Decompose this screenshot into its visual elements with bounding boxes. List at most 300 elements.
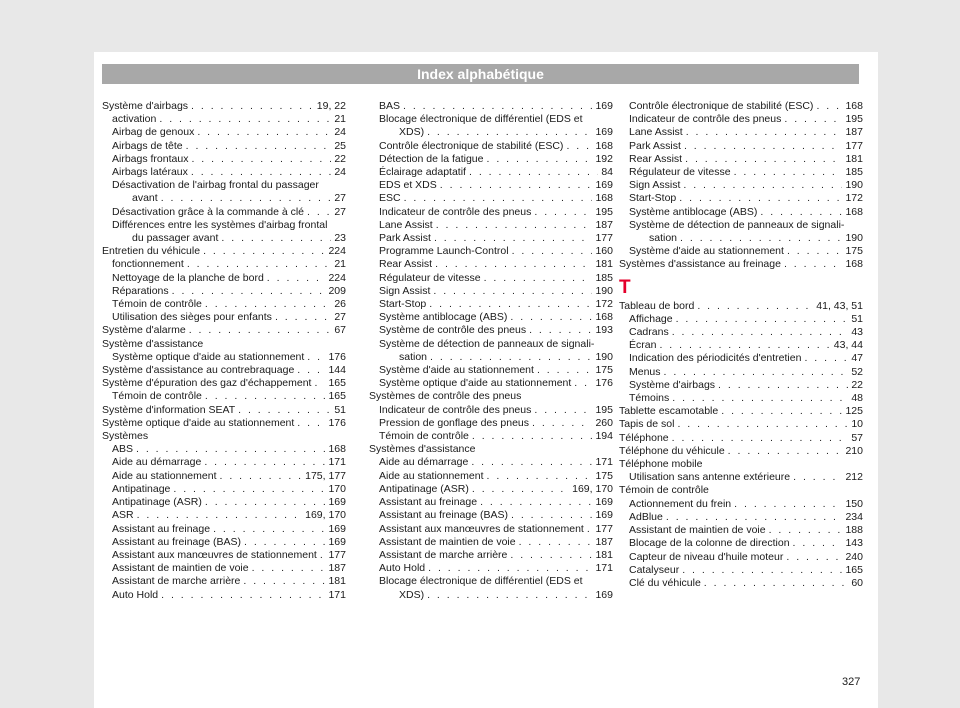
entry-text: ABS bbox=[112, 443, 134, 456]
index-entry bbox=[369, 483, 613, 496]
page-ref: 48 bbox=[851, 392, 863, 405]
entry-text: Système d'airbags bbox=[102, 100, 189, 112]
entry-text: Système d'aide au stationnement bbox=[629, 245, 784, 258]
dot-leader bbox=[529, 324, 592, 337]
dot-leader bbox=[672, 392, 848, 405]
index-entry bbox=[102, 219, 346, 245]
entry-text: Aide au stationnement bbox=[379, 469, 484, 482]
entry-text: Auto Hold bbox=[112, 588, 159, 601]
index-entry bbox=[102, 443, 346, 456]
index-entry bbox=[102, 351, 346, 364]
index-column-2 bbox=[369, 100, 613, 602]
dot-leader bbox=[664, 366, 849, 379]
entry-text: Assistant de maintien de voie bbox=[112, 562, 249, 575]
entry-text: Indicateur de contrôle des pneus bbox=[629, 113, 782, 126]
dot-leader bbox=[472, 483, 569, 496]
dot-leader bbox=[816, 100, 842, 113]
entry-text: Utilisation des sièges pour enfants bbox=[112, 311, 272, 324]
page-ref: 190 bbox=[595, 284, 613, 297]
index-entry bbox=[619, 245, 863, 258]
dot-leader bbox=[436, 219, 593, 232]
index-entry bbox=[102, 100, 346, 113]
index-entry bbox=[619, 339, 863, 352]
index-entry bbox=[369, 206, 613, 219]
dot-leader bbox=[734, 498, 842, 511]
page-ref: 177 bbox=[845, 139, 863, 152]
page-ref: 181 bbox=[328, 575, 346, 588]
entry-text: Réparations bbox=[112, 284, 169, 297]
page-ref: 21 bbox=[334, 258, 346, 271]
dot-leader bbox=[804, 352, 848, 365]
entry-text: Système d'information SEAT bbox=[102, 403, 236, 416]
entry-text-line2: du passager avant bbox=[132, 232, 219, 245]
dot-leader bbox=[173, 483, 325, 496]
entry-text: Assistant de maintien de voie bbox=[379, 535, 516, 548]
index-heading: Systèmes bbox=[102, 430, 149, 443]
entry-text: Rear Assist bbox=[379, 258, 433, 271]
page-ref: 171 bbox=[328, 456, 346, 469]
dot-leader bbox=[213, 523, 325, 536]
page-ref: 143 bbox=[845, 537, 863, 550]
index-entry bbox=[102, 404, 346, 417]
entry-text: Aide au démarrage bbox=[379, 456, 469, 469]
index-entry bbox=[369, 404, 613, 417]
page-ref: 169 bbox=[595, 588, 613, 601]
entry-text: Système antiblocage (ABS) bbox=[379, 311, 508, 324]
entry-text: Sign Assist bbox=[629, 179, 681, 192]
page-number: 327 bbox=[842, 676, 861, 688]
index-entry bbox=[369, 523, 613, 536]
page-ref: 41, 43, 51 bbox=[816, 299, 863, 312]
page-ref: 169 bbox=[328, 535, 346, 548]
entry-text: Assistant aux manœuvres de stationnement bbox=[112, 548, 317, 561]
entry-text: Lane Assist bbox=[379, 218, 433, 231]
dot-leader bbox=[684, 140, 843, 153]
page-ref: 24 bbox=[334, 126, 346, 139]
index-entry bbox=[369, 324, 613, 337]
entry-text: Park Assist bbox=[629, 139, 681, 152]
dot-leader bbox=[728, 445, 843, 458]
dot-leader bbox=[677, 418, 848, 431]
dot-leader bbox=[433, 285, 592, 298]
dot-leader bbox=[220, 470, 303, 483]
entry-continuation bbox=[379, 351, 613, 364]
index-entry bbox=[102, 575, 346, 588]
page-ref: 165 bbox=[328, 377, 346, 390]
page-ref: 43, 44 bbox=[833, 339, 863, 352]
page-ref: 190 bbox=[595, 350, 613, 363]
page-ref: 23 bbox=[334, 232, 346, 245]
entry-text: Désactivation grâce à la commande à clé bbox=[112, 205, 305, 218]
index-entry bbox=[369, 192, 613, 205]
page-ref: 19, 22 bbox=[316, 100, 346, 112]
index-entry bbox=[619, 100, 863, 113]
section-letter: T bbox=[619, 276, 631, 298]
page-ref: 47 bbox=[851, 352, 863, 365]
page-ref: 224 bbox=[328, 271, 346, 284]
entry-text-line2: XDS) bbox=[399, 588, 425, 601]
index-entry bbox=[619, 113, 863, 126]
page-ref: 22 bbox=[334, 152, 346, 165]
entry-text-line1: Système de détection de panneaux de signali- bbox=[629, 218, 845, 231]
index-entry bbox=[369, 364, 613, 377]
dot-leader bbox=[574, 377, 592, 390]
page-ref: 43 bbox=[851, 326, 863, 339]
page-ref: 67 bbox=[334, 324, 346, 337]
entry-text: Tableau de bord bbox=[619, 299, 695, 312]
page-ref: 193 bbox=[595, 324, 613, 337]
entry-text: Clé du véhicule bbox=[629, 576, 701, 589]
index-entry bbox=[369, 285, 613, 298]
index-entry bbox=[102, 272, 346, 285]
page-ref: 177 bbox=[328, 548, 346, 561]
index-entry bbox=[619, 471, 863, 484]
entry-text: Auto Hold bbox=[379, 562, 426, 575]
dot-leader bbox=[203, 245, 325, 258]
dot-leader bbox=[314, 377, 325, 390]
index-entry bbox=[619, 418, 863, 431]
dot-leader bbox=[537, 364, 593, 377]
entry-text: Capteur de niveau d'huile moteur bbox=[629, 550, 784, 563]
dot-leader bbox=[187, 258, 332, 271]
page-ref: 185 bbox=[595, 271, 613, 284]
dot-leader bbox=[427, 126, 592, 139]
dot-leader bbox=[307, 206, 331, 219]
page-ref: 165 bbox=[845, 563, 863, 576]
dot-leader bbox=[784, 258, 843, 271]
entry-text: Lane Assist bbox=[629, 126, 683, 139]
index-entry bbox=[619, 537, 863, 550]
page-ref: 187 bbox=[595, 535, 613, 548]
index-entry bbox=[102, 324, 346, 337]
index-entry bbox=[102, 456, 346, 469]
dot-leader bbox=[532, 417, 592, 430]
dot-leader bbox=[428, 562, 592, 575]
entry-text: Indication des périodicités d'entretien bbox=[629, 352, 802, 365]
entry-continuation bbox=[379, 126, 613, 139]
entry-continuation bbox=[629, 232, 863, 245]
dot-leader bbox=[511, 509, 592, 522]
page-ref: 187 bbox=[328, 562, 346, 575]
index-entry bbox=[102, 549, 346, 562]
page-ref: 209 bbox=[328, 284, 346, 297]
index-entry bbox=[369, 549, 613, 562]
index-entry bbox=[619, 179, 863, 192]
dot-leader bbox=[534, 206, 592, 219]
page-ref: 181 bbox=[595, 548, 613, 561]
entry-text: Indicateur de contrôle des pneus bbox=[379, 205, 532, 218]
index-entry bbox=[369, 430, 613, 443]
page-ref: 26 bbox=[334, 298, 346, 311]
index-entry bbox=[102, 417, 346, 430]
page-ref: 27 bbox=[334, 192, 346, 205]
index-heading: Systèmes de contrôle des pneus bbox=[369, 390, 522, 403]
index-entry bbox=[619, 524, 863, 537]
dot-leader bbox=[480, 496, 592, 509]
page-ref: 21 bbox=[334, 113, 346, 126]
index-entry bbox=[369, 272, 613, 285]
page-ref: 168 bbox=[845, 100, 863, 112]
entry-continuation bbox=[112, 232, 346, 245]
page-ref: 169, 170 bbox=[572, 482, 613, 495]
index-entry bbox=[369, 153, 613, 166]
dot-leader bbox=[680, 232, 842, 245]
dot-leader bbox=[471, 456, 592, 469]
dot-leader bbox=[721, 405, 842, 418]
index-entry bbox=[619, 219, 863, 245]
index-entry bbox=[619, 166, 863, 179]
index-entry bbox=[102, 311, 346, 324]
index-entry bbox=[102, 496, 346, 509]
dot-leader bbox=[205, 390, 326, 403]
page-ref: 169 bbox=[595, 509, 613, 522]
index-entry bbox=[369, 245, 613, 258]
page-ref: 260 bbox=[595, 416, 613, 429]
dot-leader bbox=[191, 100, 314, 113]
entry-text: Système d'airbags bbox=[629, 378, 716, 391]
entry-text: Cadrans bbox=[629, 326, 669, 339]
index-entry bbox=[369, 113, 613, 139]
dot-leader bbox=[682, 564, 842, 577]
entry-text: Témoin de contrôle bbox=[112, 390, 202, 403]
dot-leader bbox=[430, 351, 592, 364]
page-ref: 187 bbox=[845, 126, 863, 139]
index-entry bbox=[619, 313, 863, 326]
entry-text: Indicateur de contrôle des pneus bbox=[379, 403, 532, 416]
index-entry bbox=[369, 496, 613, 509]
entry-text: ASR bbox=[112, 509, 134, 522]
dot-leader bbox=[297, 417, 325, 430]
page-ref: 27 bbox=[334, 205, 346, 218]
page-ref: 27 bbox=[334, 311, 346, 324]
page-ref: 168 bbox=[845, 205, 863, 218]
entry-text: Assistant au freinage (BAS) bbox=[112, 535, 241, 548]
entry-text: Aide au stationnement bbox=[112, 469, 217, 482]
page-ref: 172 bbox=[595, 298, 613, 311]
index-entry bbox=[102, 140, 346, 153]
index-entry bbox=[369, 311, 613, 324]
dot-leader bbox=[427, 589, 592, 602]
index-entry bbox=[619, 564, 863, 577]
dot-leader bbox=[676, 313, 849, 326]
dot-leader bbox=[189, 324, 332, 337]
dot-leader bbox=[697, 300, 813, 313]
dot-leader bbox=[159, 113, 331, 126]
entry-text: Airbags latéraux bbox=[112, 166, 188, 179]
dot-leader bbox=[484, 272, 593, 285]
page-ref: 169 bbox=[595, 126, 613, 139]
dot-leader bbox=[683, 179, 842, 192]
index-entry bbox=[619, 577, 863, 590]
page-ref: 144 bbox=[328, 364, 346, 377]
entry-text: Actionnement du frein bbox=[629, 497, 732, 510]
index-entry bbox=[619, 366, 863, 379]
entry-text: Antipatinage (ASR) bbox=[112, 496, 202, 509]
page-ref: 169 bbox=[595, 100, 613, 112]
entry-text: Détection de la fatigue bbox=[379, 152, 484, 165]
index-column-3 bbox=[619, 100, 863, 590]
dot-leader bbox=[238, 404, 331, 417]
index-entry bbox=[369, 338, 613, 364]
entry-text: Téléphone du véhicule bbox=[619, 444, 725, 457]
entry-text: Rear Assist bbox=[629, 152, 683, 165]
dot-leader bbox=[205, 496, 326, 509]
dot-leader bbox=[793, 471, 842, 484]
entry-text: Airbag de genoux bbox=[112, 126, 195, 139]
page-ref: 195 bbox=[595, 403, 613, 416]
entry-text: Écran bbox=[629, 339, 657, 352]
index-entry bbox=[369, 509, 613, 522]
page-ref: 187 bbox=[595, 218, 613, 231]
dot-leader bbox=[221, 232, 331, 245]
index-entry bbox=[102, 377, 346, 390]
entry-text: Régulateur de vitesse bbox=[379, 271, 481, 284]
page-ref: 176 bbox=[595, 377, 613, 390]
dot-leader bbox=[519, 536, 593, 549]
page-ref: 168 bbox=[845, 258, 863, 271]
entry-text: AdBlue bbox=[629, 510, 663, 523]
page-ref: 172 bbox=[845, 192, 863, 205]
dot-leader bbox=[191, 166, 331, 179]
index-entry bbox=[619, 551, 863, 564]
dot-leader bbox=[566, 140, 592, 153]
entry-text: Pression de gonflage des pneus bbox=[379, 416, 530, 429]
dot-leader bbox=[252, 562, 326, 575]
dot-leader bbox=[793, 537, 843, 550]
dot-leader bbox=[679, 192, 842, 205]
page-ref: 195 bbox=[845, 113, 863, 126]
entry-text: Témoin de contrôle bbox=[112, 298, 202, 311]
page-ref: 177 bbox=[595, 522, 613, 535]
page-ref: 171 bbox=[595, 562, 613, 575]
index-entry bbox=[102, 126, 346, 139]
dot-leader bbox=[672, 432, 849, 445]
entry-text: fonctionnement bbox=[112, 258, 184, 271]
index-entry bbox=[619, 379, 863, 392]
index-entry bbox=[369, 219, 613, 232]
dot-leader bbox=[685, 153, 842, 166]
entry-text: Aide au démarrage bbox=[112, 456, 202, 469]
page-ref: 168 bbox=[595, 139, 613, 152]
page-ref: 181 bbox=[845, 152, 863, 165]
index-entry bbox=[102, 179, 346, 205]
dot-leader bbox=[197, 126, 331, 139]
dot-leader bbox=[534, 404, 592, 417]
entry-text-line2: sation bbox=[649, 232, 678, 245]
page-ref: 51 bbox=[851, 312, 863, 325]
page-ref: 22 bbox=[851, 378, 863, 391]
entry-text: Régulateur de vitesse bbox=[629, 166, 731, 179]
dot-leader bbox=[487, 153, 593, 166]
dot-leader bbox=[512, 245, 593, 258]
page-ref: 240 bbox=[845, 550, 863, 563]
dot-leader bbox=[243, 575, 325, 588]
dot-leader bbox=[404, 192, 593, 205]
index-entry bbox=[619, 432, 863, 445]
index-entry bbox=[619, 126, 863, 139]
index-entry bbox=[102, 523, 346, 536]
index-entry bbox=[619, 352, 863, 365]
entry-text-line1: Blocage électronique de différentiel (EDS et bbox=[379, 113, 583, 126]
index-entry bbox=[369, 377, 613, 390]
index-entry bbox=[102, 509, 346, 522]
entry-text: Menus bbox=[629, 365, 661, 378]
entry-text: Système d'alarme bbox=[102, 324, 186, 337]
page-ref: 190 bbox=[845, 179, 863, 192]
page-ref: 195 bbox=[595, 205, 613, 218]
index-entry bbox=[369, 298, 613, 311]
dot-leader bbox=[769, 524, 843, 537]
index-entry bbox=[102, 166, 346, 179]
entry-text: Témoin de contrôle bbox=[379, 430, 469, 443]
entry-text: Tapis de sol bbox=[619, 418, 675, 431]
dot-leader bbox=[434, 232, 593, 245]
entry-text: Système optique d'aide au stationnement bbox=[112, 350, 305, 363]
page-ref: 52 bbox=[851, 365, 863, 378]
dot-leader bbox=[787, 245, 843, 258]
index-entry bbox=[102, 390, 346, 403]
index-entry bbox=[102, 153, 346, 166]
entry-text: Témoins bbox=[629, 392, 670, 405]
index-entry bbox=[102, 113, 346, 126]
dot-leader bbox=[786, 551, 842, 564]
page-ref: 170 bbox=[328, 482, 346, 495]
entry-text: Antipatinage bbox=[112, 482, 171, 495]
entry-text: Système antiblocage (ABS) bbox=[629, 205, 758, 218]
dot-leader bbox=[510, 311, 592, 324]
page-ref: 24 bbox=[334, 166, 346, 179]
entry-text: Start-Stop bbox=[629, 192, 677, 205]
index-entry bbox=[102, 285, 346, 298]
page-ref: 175 bbox=[595, 364, 613, 377]
index-entry bbox=[369, 232, 613, 245]
index-entry bbox=[102, 470, 346, 483]
index-entry bbox=[102, 258, 346, 271]
entry-text: Système optique d'aide au stationnement bbox=[379, 377, 572, 390]
index-entry bbox=[102, 536, 346, 549]
entry-text: Contrôle électronique de stabilité (ESC) bbox=[379, 139, 564, 152]
page-ref: 188 bbox=[845, 524, 863, 537]
index-entry bbox=[369, 417, 613, 430]
index-entry bbox=[102, 562, 346, 575]
dot-leader bbox=[472, 430, 593, 443]
page-ref: 51 bbox=[334, 403, 346, 416]
dot-leader bbox=[136, 443, 325, 456]
index-heading: Systèmes d'assistance bbox=[369, 443, 476, 456]
page-ref: 169, 170 bbox=[305, 509, 346, 522]
page-ref: 176 bbox=[328, 416, 346, 429]
entry-text: Assistant de maintien de voie bbox=[629, 524, 766, 537]
index-entry bbox=[102, 206, 346, 219]
entry-text: Système de contrôle des pneus bbox=[379, 324, 527, 337]
entry-text: Assistant de marche arrière bbox=[112, 575, 241, 588]
index-entry bbox=[369, 140, 613, 153]
dot-leader bbox=[672, 326, 849, 339]
entry-text: Programme Launch-Control bbox=[379, 245, 509, 258]
entry-text: BAS bbox=[379, 100, 401, 112]
entry-text: ESC bbox=[379, 192, 401, 205]
page-ref: 212 bbox=[845, 471, 863, 484]
index-column-1 bbox=[102, 100, 346, 602]
page-ref: 175, 177 bbox=[305, 469, 346, 482]
page-ref: 25 bbox=[334, 139, 346, 152]
dot-leader bbox=[510, 549, 592, 562]
entry-text: Airbags frontaux bbox=[112, 152, 189, 165]
dot-leader bbox=[191, 153, 331, 166]
index-entry bbox=[619, 405, 863, 418]
index-entry bbox=[369, 456, 613, 469]
entry-text: Park Assist bbox=[379, 232, 431, 245]
